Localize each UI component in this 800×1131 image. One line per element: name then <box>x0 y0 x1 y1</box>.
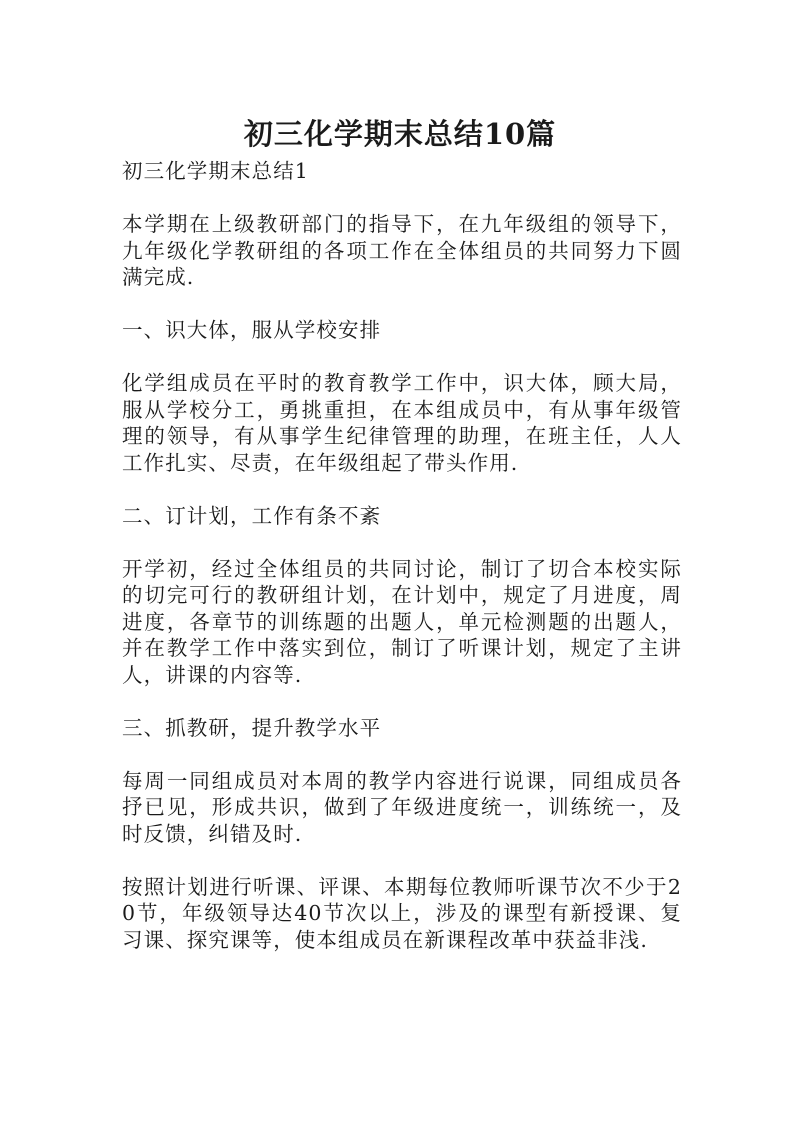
section-heading-1: 一、识大体，服从学校安排 <box>122 318 382 342</box>
document-title: 初三化学期末总结10篇 <box>243 117 557 151</box>
section-heading-3: 三、抓教研，提升教学水平 <box>122 715 382 740</box>
section-heading-2: 二、订计划，工作有条不紊 <box>122 503 382 528</box>
section-subtitle: 初三化学期末总结1 <box>122 159 309 183</box>
paragraph-intro: 本学期在上级教研部门的指导下，在九年级组的领导下，九年级化学教研组的各项工作在全体组员的共同努力下圆满完成. <box>122 212 682 289</box>
paragraph-section-3a: 每周一同组成员对本周的教学内容进行说课，同组成员各抒已见，形成共识，做到了年级进度统一，训练统一，及时反馈，纠错及时. <box>122 768 682 846</box>
paragraph-section-2: 开学初，经过全体组员的共同讨论，制订了切合本校实际的切完可行的教研组计划，在计划中，规定了月进度，周进度，各章节的训练题的出题人，单元检测题的出题人，并在教学工作中落实到位，制订了听课计划，规定了主讲人，讲课的内容等. <box>122 556 682 687</box>
document-body <box>122 158 682 980</box>
paragraph-section-3b: 按照计划进行听课、评课、本期每位教师听课节次不少于20节，年级领导达40节次以上，涉及的课型有新授课、复习课、探究课等，使本组成员在新课程改革中获益非浅. <box>122 874 682 952</box>
paragraph-section-1: 化学组成员在平时的教育教学工作中，识大体，顾大局，服从学校分工，勇挑重担，在本组成员中，有从事年级管理的领导，有从事学生纪律管理的助理，在班主任，人人工作扎实、尽责，在年级组起了带头作用. <box>122 371 682 475</box>
